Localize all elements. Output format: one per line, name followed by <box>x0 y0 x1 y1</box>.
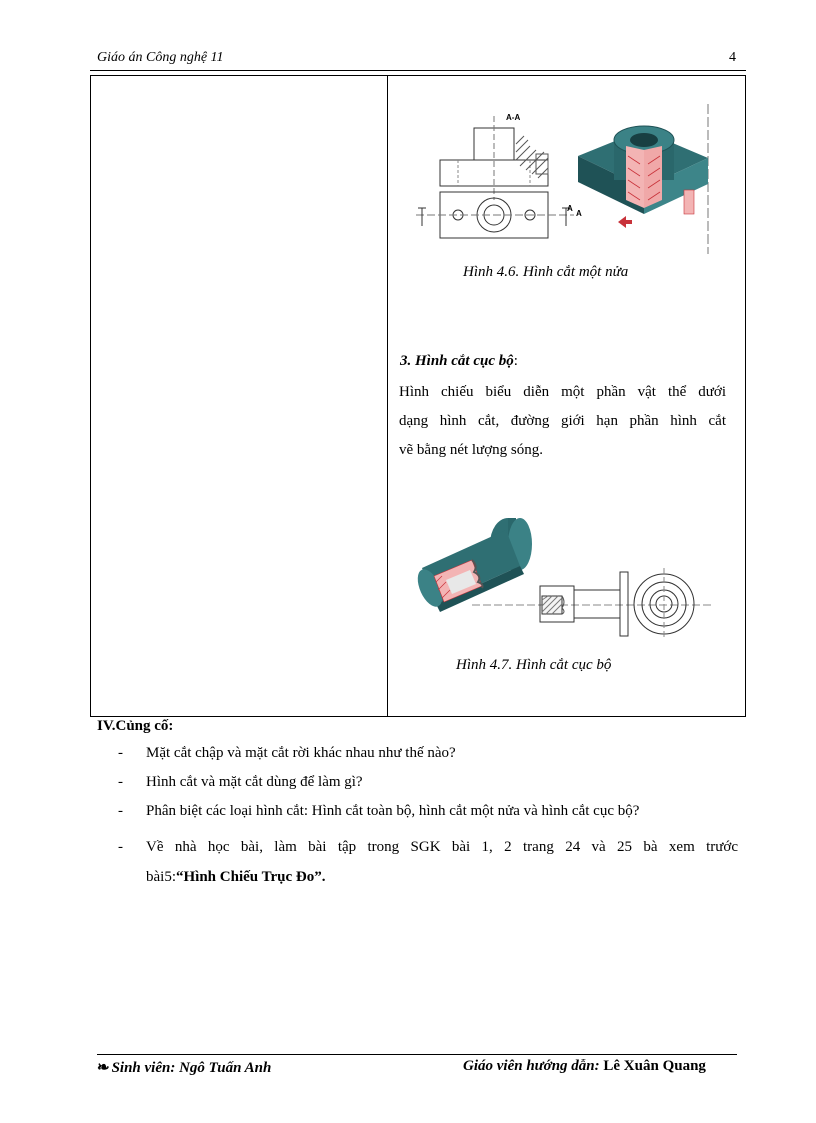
document-title: Giáo án Công nghệ 11 <box>97 50 224 65</box>
list-item <box>118 832 738 892</box>
list-item <box>118 803 738 832</box>
orthographic-views <box>416 116 574 238</box>
section-label-aa: A-A <box>506 113 521 122</box>
list-item <box>118 774 738 803</box>
page-number: 4 <box>729 50 736 65</box>
paragraph-line: dạng hình cắt, đường giới hạn phần hình cắt <box>399 413 726 429</box>
header-rule <box>90 70 746 71</box>
list-item-prefix: bài5: <box>146 869 176 885</box>
chapter-title-reference: “Hình Chiếu Trục Đo” <box>176 869 322 885</box>
section-3-title: Hình cắt cục bộ <box>415 353 514 369</box>
section-3-heading <box>400 353 518 370</box>
bullet-dash: - <box>118 803 123 819</box>
section-hatching <box>516 136 548 178</box>
section-3-number: 3. <box>400 353 412 369</box>
list-item-text: Mặt cắt chập và mặt cắt rời khác nhau như thế nào? <box>146 745 456 761</box>
review-list <box>118 745 738 892</box>
bullet-dash: - <box>118 774 123 790</box>
figure-4-6-caption: Hình 4.6. Hình cắt một nửa <box>463 264 629 280</box>
paragraph-line: Hình chiếu biểu diễn một phần vật thể dưới <box>399 384 726 400</box>
fleuron-icon: ❧ <box>97 1060 110 1076</box>
footer-student <box>97 1058 271 1077</box>
footer-teacher <box>463 1058 706 1075</box>
list-item-end: . <box>321 869 326 885</box>
figure-4-7-caption: Hình 4.7. Hình cắt cục bộ <box>456 657 612 673</box>
footer-rule <box>97 1054 737 1055</box>
paragraph-line: vẽ bằng nét lượng sóng. <box>399 442 543 458</box>
student-name: Sinh viên: Ngô Tuấn Anh <box>111 1060 272 1076</box>
iso-model-local-section <box>413 518 532 612</box>
figure-4-7-local-section <box>412 510 722 640</box>
review-heading: IV.Củng cố: <box>97 718 174 734</box>
teacher-label: Giáo viên hướng dẫn: <box>463 1058 600 1074</box>
section-3-paragraph <box>399 378 726 465</box>
section-3-colon: : <box>513 353 518 369</box>
cutting-plane-label-left: A <box>567 204 573 213</box>
list-item-text: Về nhà học bài, làm bài tập trong SGK bài 1, 2 trang 24 và 25 bà xem trước <box>146 839 738 855</box>
teacher-name: Lê Xuân Quang <box>603 1058 706 1074</box>
list-item-text: Hình cắt và mặt cắt dùng để làm gì? <box>146 774 363 790</box>
bullet-dash: - <box>118 745 123 761</box>
list-item-text: Phân biệt các loại hình cắt: Hình cắt toàn bộ, hình cắt một nửa và hình cắt cục bộ? <box>146 803 640 819</box>
bullet-dash: - <box>118 839 123 855</box>
cutting-plane-label-right: A <box>576 209 582 218</box>
list-item <box>118 745 738 774</box>
figure-4-6-half-section <box>412 104 728 256</box>
iso-model-half-section <box>578 104 708 254</box>
table-column-divider <box>387 76 388 716</box>
